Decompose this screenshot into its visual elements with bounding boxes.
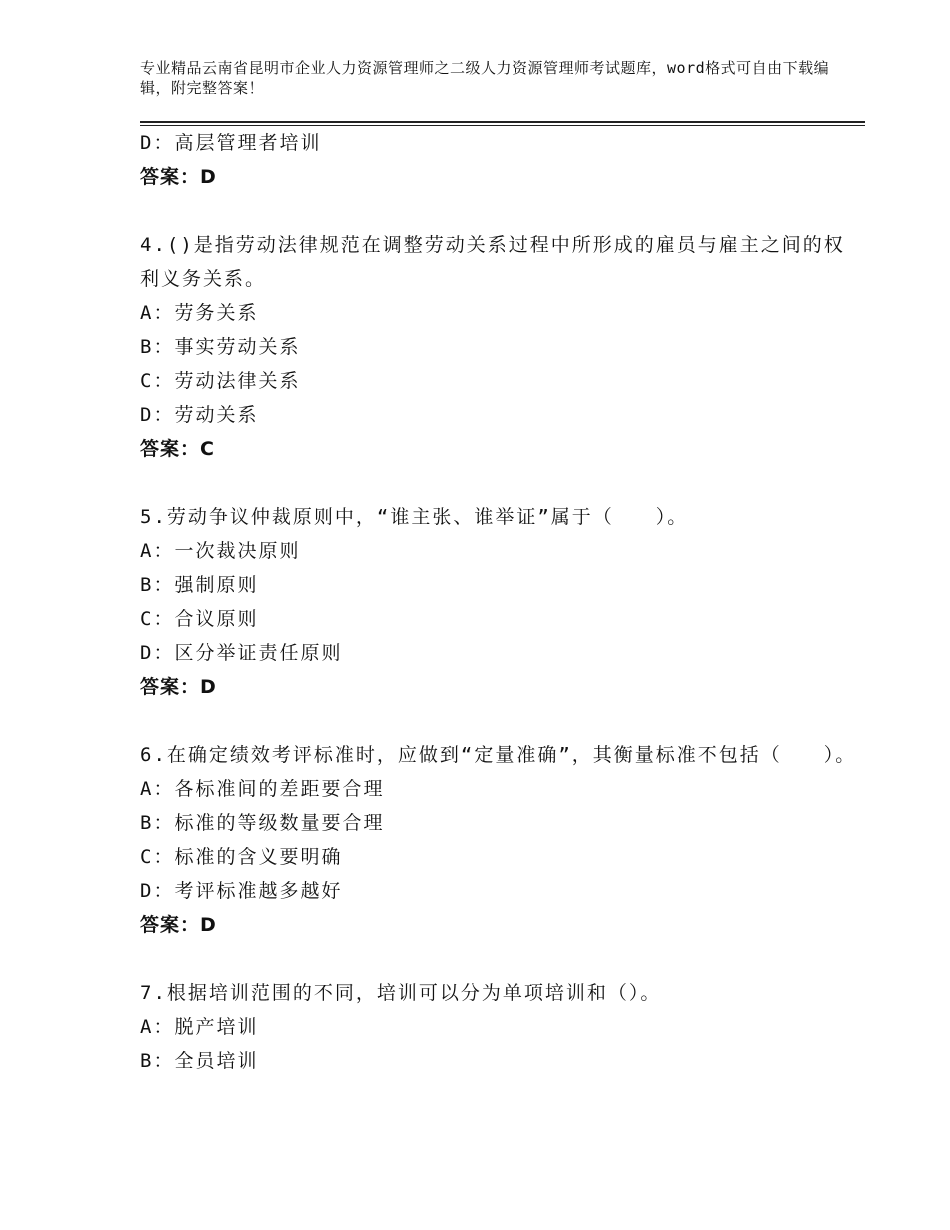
option-b: B：强制原则 bbox=[140, 574, 259, 596]
question-text: 7.根据培训范围的不同，培训可以分为单项培训和（）。 bbox=[140, 982, 662, 1004]
option-d: D：区分举证责任原则 bbox=[140, 642, 343, 664]
document-header: 专业精品云南省昆明市企业人力资源管理师之二级人力资源管理师考试题库，word格式可自由下载编辑，附完整答案！ bbox=[140, 59, 830, 97]
option-d: D：高层管理者培训 bbox=[140, 132, 322, 154]
option-b: B：标准的等级数量要合理 bbox=[140, 812, 385, 834]
option-a: A：劳务关系 bbox=[140, 302, 259, 324]
option-c: C：标准的含义要明确 bbox=[140, 846, 343, 868]
question-7 bbox=[140, 976, 860, 1078]
question-3-tail bbox=[140, 126, 860, 194]
option-c: C：劳动法律关系 bbox=[140, 370, 301, 392]
question-list bbox=[140, 126, 860, 1078]
question-text: 5.劳动争议仲裁原则中，“谁主张、谁举证”属于（ ）。 bbox=[140, 506, 689, 528]
answer: 答案：D bbox=[140, 676, 217, 698]
question-6 bbox=[140, 738, 860, 942]
option-b: B：事实劳动关系 bbox=[140, 336, 301, 358]
question-text: 6.在确定绩效考评标准时，应做到“定量准确”，其衡量标准不包括（ ）。 bbox=[140, 744, 857, 766]
option-a: A：一次裁决原则 bbox=[140, 540, 301, 562]
option-d: D：考评标准越多越好 bbox=[140, 880, 343, 902]
option-c: C：合议原则 bbox=[140, 608, 259, 630]
question-5 bbox=[140, 500, 860, 704]
question-text: 4.()是指劳动法律规范在调整劳动关系过程中所形成的雇员与雇主之间的权利义务关系。 bbox=[140, 234, 845, 290]
option-b: B：全员培训 bbox=[140, 1050, 259, 1072]
header-rule-thick bbox=[140, 121, 865, 123]
option-a: A：各标准间的差距要合理 bbox=[140, 778, 385, 800]
option-d: D：劳动关系 bbox=[140, 404, 259, 426]
option-a: A：脱产培训 bbox=[140, 1016, 259, 1038]
question-4 bbox=[140, 228, 860, 466]
answer: 答案：D bbox=[140, 166, 217, 188]
answer: 答案：C bbox=[140, 438, 215, 460]
answer: 答案：D bbox=[140, 914, 217, 936]
